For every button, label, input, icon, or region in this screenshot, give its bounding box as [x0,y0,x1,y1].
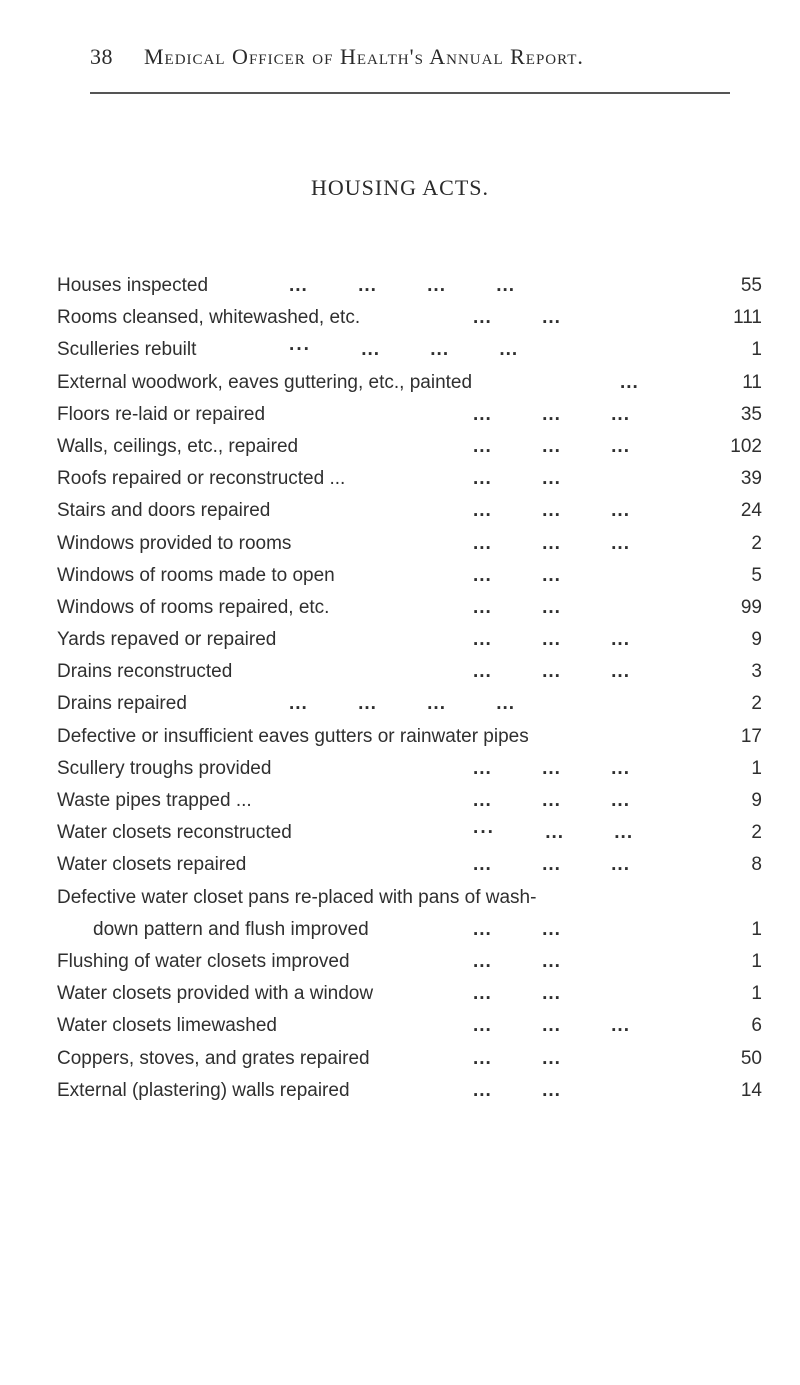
row-label [57,624,276,656]
leader-dots: ... ... [473,564,561,586]
leader-dots: ... ... ... [473,661,630,683]
table-row [57,560,762,592]
leader-dots: ... ... [473,468,561,490]
row-label-line: External woodwork, eaves guttering, etc., painted [57,371,473,393]
row-value: 99 [740,596,762,618]
leader-dots: ... ... [473,918,561,940]
leader-dots: ... ... [473,950,561,972]
row-label-line: Rooms cleansed, whitewashed, etc. [57,307,361,329]
leader-dots: ... ... ... [473,500,630,522]
leader-dots: ··· ... ... ... [289,339,519,361]
row-value: 1 [751,918,762,940]
row-label [57,399,265,431]
table-row [57,849,762,881]
leader-dots: ... ... [473,1047,561,1069]
row-label-line: Sculleries rebuilt [57,339,197,361]
leader-dots: ... ... [473,307,561,329]
row-label-line: Drains repaired [57,693,187,715]
row-value: 3 [751,661,762,683]
row-label [57,978,373,1010]
table-row [57,946,762,978]
row-label [57,495,270,527]
table-row [57,399,762,431]
row-label-line: Roofs repaired or reconstructed ... [57,468,346,490]
table-row [57,270,762,302]
row-value: 2 [751,693,762,715]
row-value: 2 [751,532,762,554]
table-row [57,978,762,1010]
row-value: 50 [740,1047,762,1069]
row-label-line: Water closets provided with a window [57,983,374,1005]
row-value: 11 [742,371,762,393]
row-value: 9 [751,790,762,811]
table-row [57,334,762,366]
row-value: 6 [751,1015,762,1037]
row-label-line: Waste pipes trapped ... [57,790,252,811]
row-label [57,882,536,946]
row-label [57,817,292,849]
row-label [57,592,329,624]
row-label [57,1075,350,1107]
row-value: 39 [740,468,762,490]
header-rule [90,92,730,94]
row-value: 8 [751,854,762,876]
row-value: 9 [751,629,762,651]
row-label [57,753,271,785]
row-label-line: Defective or insufficient eaves gutters or rainwater pipes [57,725,529,747]
table-row [57,1043,762,1075]
row-label [57,334,196,366]
row-label-line: Windows provided to rooms [57,532,292,554]
row-label [57,463,345,495]
row-label [57,688,187,720]
row-label [57,785,252,817]
row-value: 55 [740,275,762,296]
table-row [57,463,762,495]
leader-dots: ... ... ... [473,435,630,457]
table-row [57,495,762,527]
row-value: 102 [730,435,762,457]
leader-dots: ... ... ... [473,532,630,554]
row-label [57,302,360,334]
page-number: 38 [90,44,113,69]
section-title: HOUSING ACTS. [310,175,490,200]
row-label-line: Water closets limewashed [57,1015,277,1037]
table-row [57,817,762,849]
row-value: 1 [751,983,762,1005]
row-label-line: Houses inspected [57,275,209,296]
leader-dots: ... ... ... [473,790,630,811]
leader-dots: ... ... ... [473,757,630,779]
leader-dots: ... ... [473,1079,561,1101]
running-title: Medical Officer of Health's Annual Report. [144,44,584,69]
row-label-line: External (plastering) walls repaired [57,1079,350,1101]
row-label [57,946,350,978]
row-label [57,656,232,688]
row-value: 17 [740,725,762,747]
leader-dots: ... [620,371,639,393]
table-row [57,431,762,463]
row-label [57,367,472,399]
table-row [57,688,762,720]
table-row [57,528,762,560]
row-value: 111 [733,307,762,329]
row-label-line: Water closets reconstructed [57,822,292,844]
row-label [57,1043,370,1075]
row-value: 24 [740,500,762,522]
row-label-line: Flushing of water closets improved [57,950,350,972]
page-header [90,44,730,84]
row-label-line: Scullery troughs provided [57,757,272,779]
row-label [57,431,298,463]
row-value: 2 [751,822,762,844]
leader-dots: ... ... ... [473,854,630,876]
row-value: 1 [751,339,762,361]
leader-dots: ... ... ... [473,403,630,425]
row-label [57,849,246,881]
row-value: 14 [740,1079,762,1101]
row-label-line: Yards repaved or repaired [57,629,277,651]
table-row [57,721,762,753]
table-row [57,302,762,334]
row-label [57,270,208,302]
table-row [57,882,762,946]
table-row [57,753,762,785]
row-label [57,1010,277,1042]
leader-dots: ... ... ... ... [289,693,516,715]
leader-dots: ... ... ... ... [289,275,516,296]
row-label-line: Water closets repaired [57,854,247,876]
row-value: 1 [751,950,762,972]
leader-dots: ··· ... ... [473,822,634,844]
leader-dots: ... ... [473,983,561,1005]
row-label-line: Windows of rooms made to open [57,564,335,586]
row-label [57,560,335,592]
leader-dots: ... ... ... [473,1015,630,1037]
table-row [57,1075,762,1107]
housing-acts-table [57,270,762,1107]
row-label-line: Drains reconstructed [57,661,233,683]
table-row [57,785,762,817]
table-row [57,1010,762,1042]
row-value: 1 [751,757,762,779]
row-label [57,721,529,753]
row-label-line: Coppers, stoves, and grates repaired [57,1047,370,1069]
row-label [57,528,291,560]
row-label-line: Windows of rooms repaired, etc. [57,596,330,618]
row-value: 5 [751,564,762,586]
row-value: 35 [740,403,762,425]
row-label-line: Defective water closet pans re-placed with pans of wash- [57,886,537,908]
row-label-line: Stairs and doors repaired [57,500,271,522]
table-row [57,367,762,399]
row-label-line: Walls, ceilings, etc., repaired [57,435,299,457]
table-row [57,656,762,688]
row-label-line-2: down pattern and flush improved [93,918,369,940]
table-row [57,592,762,624]
leader-dots: ... ... ... [473,629,630,651]
leader-dots: ... ... [473,596,561,618]
row-label-line: Floors re-laid or repaired [57,403,266,425]
table-row [57,624,762,656]
